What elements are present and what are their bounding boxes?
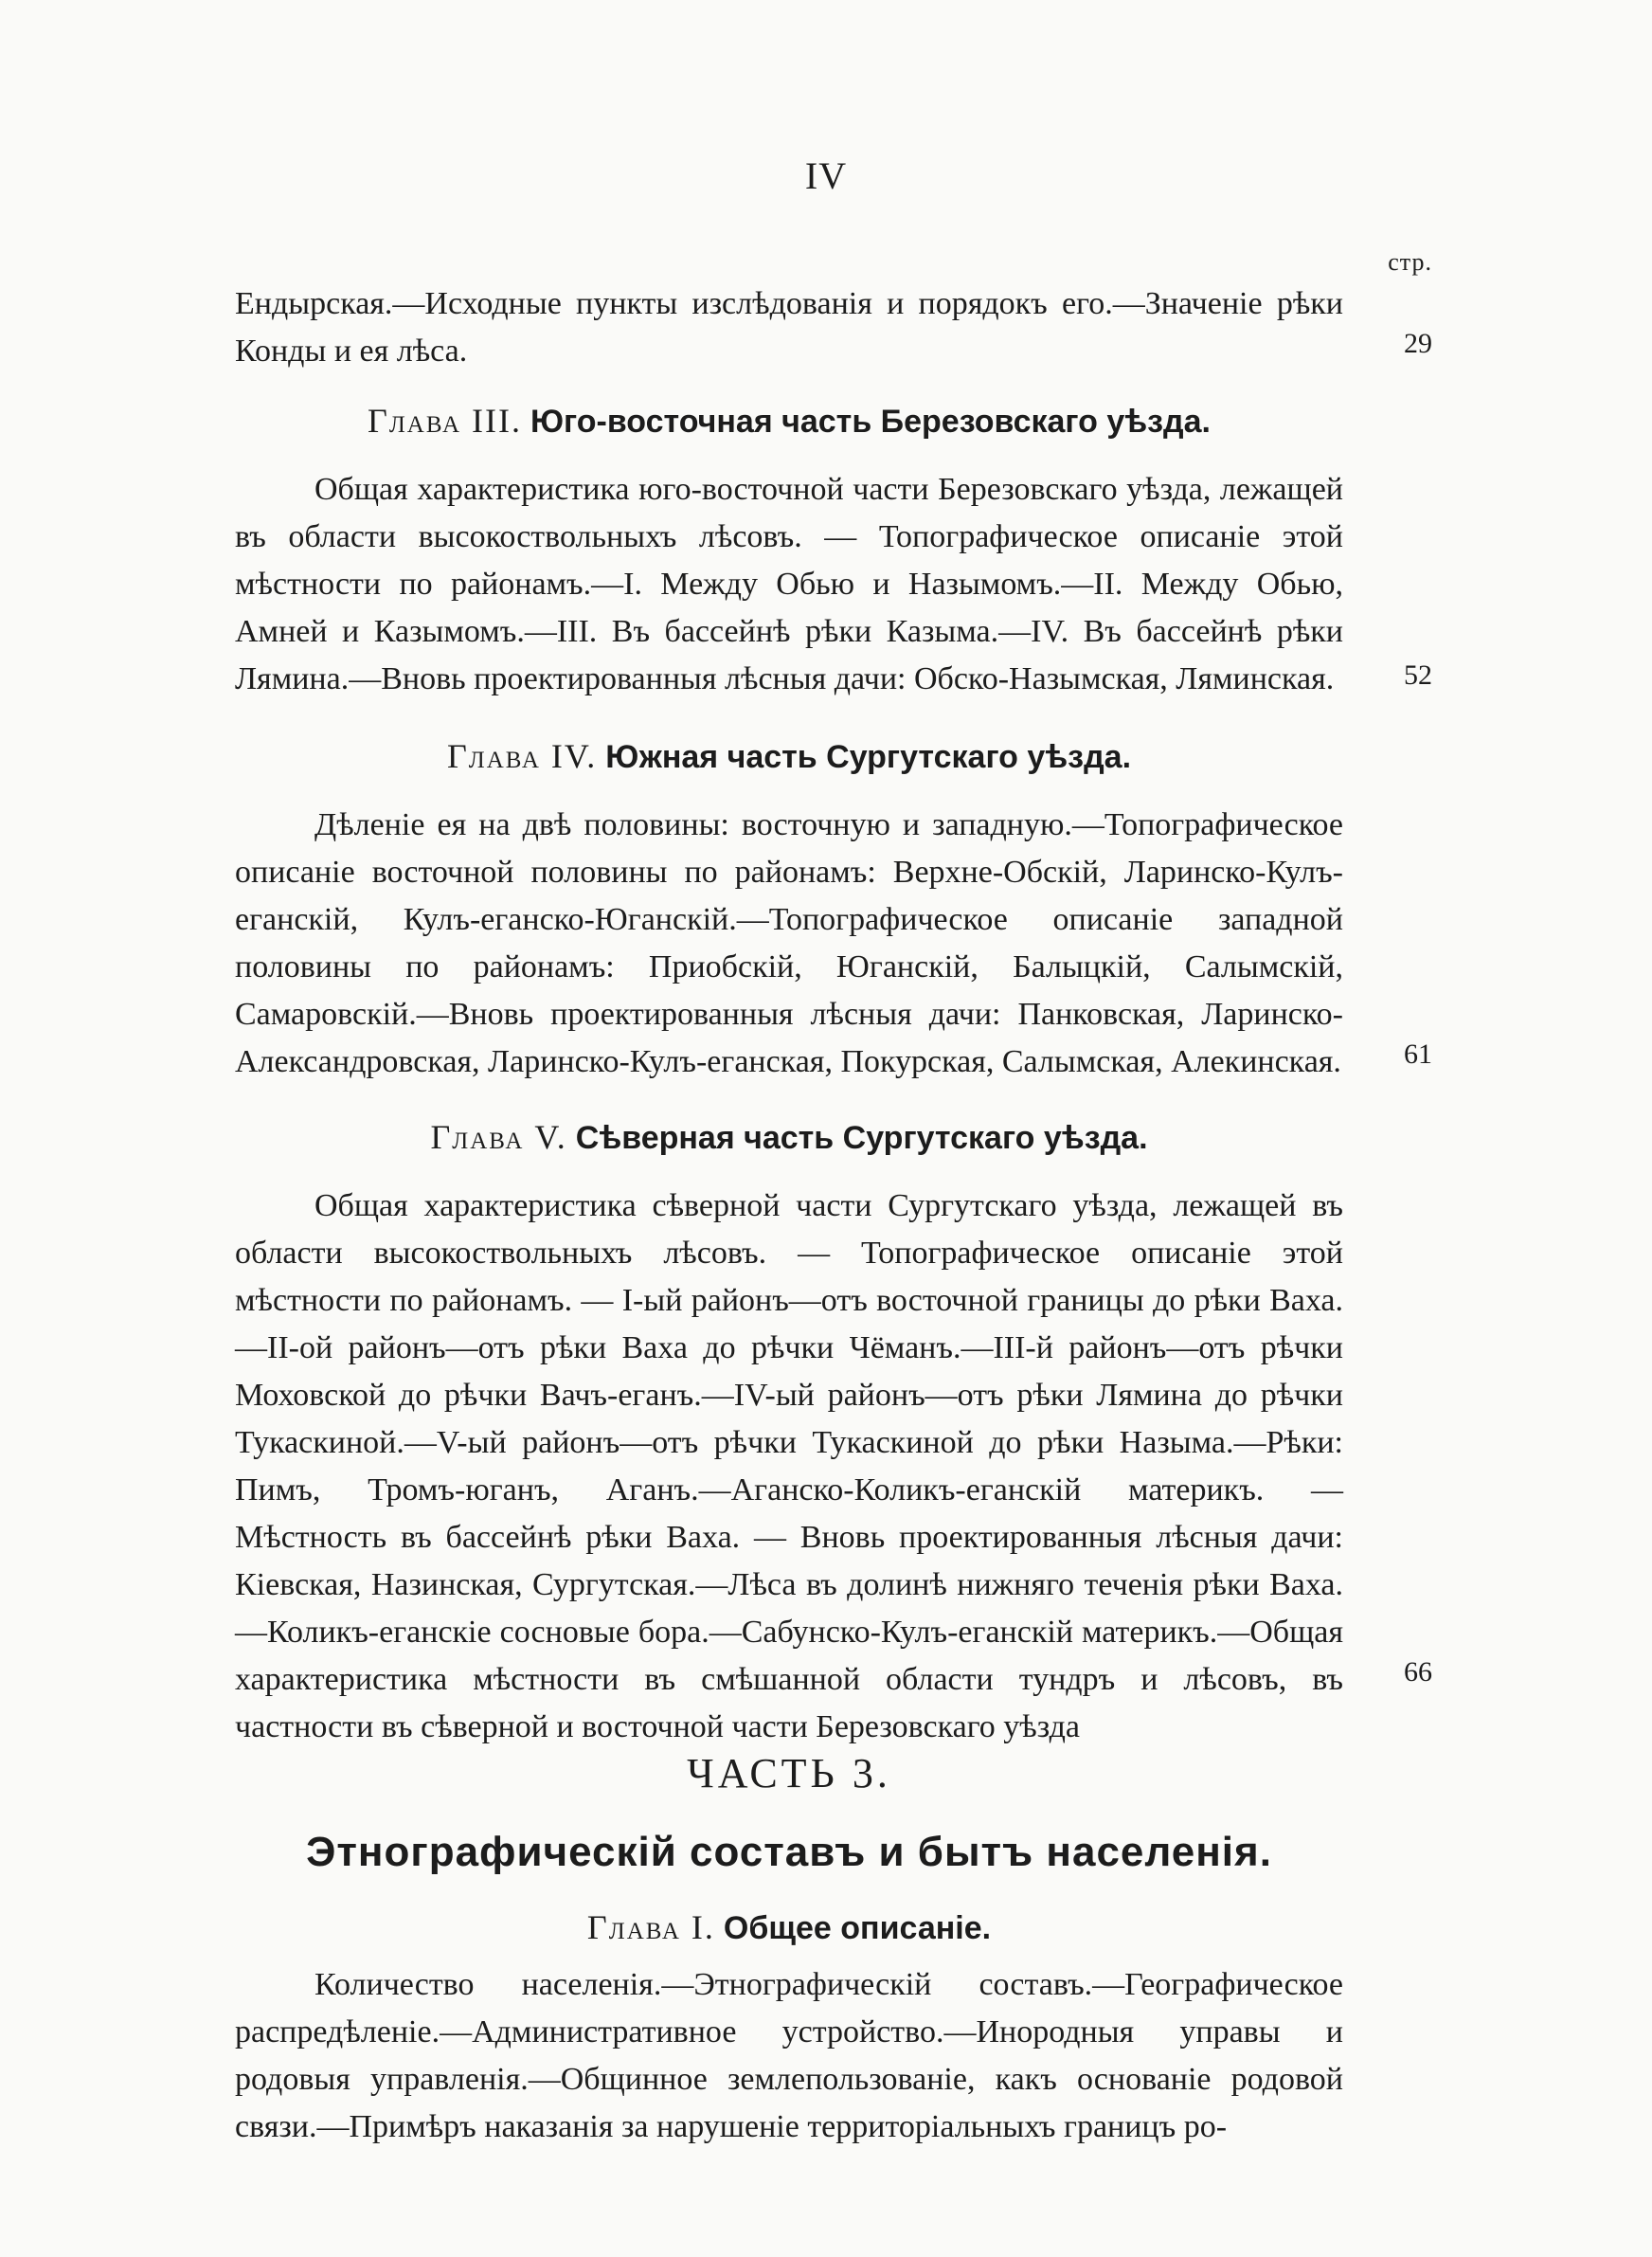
toc-entry-text: Общая характеристика юго-восточной части Березовскаго уѣзда, лежащей въ области высокоствольныхъ лѣсовъ. — Топографическое описаніе этой мѣстности по районамъ.—I. Между Обью и Назымомъ.—II. Между Обью, Амней и Казымомъ.—III. Въ бассейнѣ рѣки Казыма.—IV. Въ бассейнѣ рѣки Лямина.—Вновь проектированныя лѣсныя дачи: Обско-Назымская, Ляминская. bbox=[235, 472, 1343, 696]
chapter-label: Глава I. bbox=[586, 1908, 715, 1946]
chapter-heading bbox=[235, 1114, 1343, 1161]
page-folio: IV bbox=[804, 154, 848, 197]
chapter-title: Юго-восточная часть Березовскаго уѣзда. bbox=[530, 404, 1211, 440]
chapter-heading bbox=[235, 733, 1343, 780]
toc-page-number: 66 bbox=[1404, 1656, 1432, 1688]
chapter-title: Общее описаніе. bbox=[723, 1910, 992, 1946]
toc-entry-text: Общая характеристика сѣверной части Сургутскаго уѣзда, лежащей въ области высокоствольныхъ лѣсовъ. — Топографическое описаніе этой мѣстности по районамъ. — I-ый районъ—отъ восточной границы до рѣки Ваха.—II-ой районъ—отъ рѣки Ваха до рѣчки Чёманъ.—III-й районъ—отъ рѣчки Моховской до рѣчки Вачъ-еганъ.—IV-ый районъ—отъ рѣки Лямина до рѣчки Тукаскиной.—V-ый районъ—отъ рѣчки Тукаскиной до рѣки Назыма.—Рѣки: Пимъ, Тромъ-юганъ, Аганъ.—Аганско-Коликъ-еганскій материкъ. — Мѣстность въ бассейнѣ рѣки Ваха. — Вновь проектированныя лѣсныя дачи: Кіевская, Назинская, Сургутская.—Лѣса въ долинѣ нижняго теченія рѣки Ваха.—Коликъ-еганскіе сосновые бора.—Сабунско-Кулъ-еганскій материкъ.—Общая характеристика мѣстности въ смѣшанной области тундръ и лѣсовъ, въ частности въ сѣверной и восточной части Березовскаго уѣзда bbox=[235, 1188, 1343, 1744]
toc-page-number: 61 bbox=[1404, 1038, 1432, 1070]
part-title: Этнографическій составъ и бытъ населенія. bbox=[306, 1829, 1272, 1875]
chapter-label: Глава IV. bbox=[446, 737, 598, 775]
chapter-label: Глава III. bbox=[368, 402, 522, 440]
toc-page-number: 29 bbox=[1404, 328, 1432, 359]
toc-entry-text: Ендырская.—Исходные пункты изслѣдованія и порядокъ его.—Значеніе рѣки Конды и ея лѣса. bbox=[235, 286, 1343, 369]
page-column-label: стр. bbox=[1388, 248, 1432, 276]
chapter-heading bbox=[235, 398, 1343, 444]
toc-entry-text: Дѣленіе ея на двѣ половины: восточную и западную.—Топографическое описаніе восточной половины по районамъ: Верхне-Обскій, Ларинско-Кулъ-еганскій, Кулъ-еганско-Юганскій.—Топографическое описаніе западной половины по районамъ: Приобскій, Юганскій, Балыцкій, Салымскій, Самаровскій.—Вновь проектированныя лѣсныя дачи: Панковская, Ларинско-Александровская, Ларинско-Кулъ-еганская, Покурская, Салымская, Алекинская. bbox=[235, 807, 1343, 1079]
chapter-title: Сѣверная часть Сургутскаго уѣзда. bbox=[575, 1120, 1148, 1156]
part-label: ЧАСТЬ 3. bbox=[687, 1750, 891, 1797]
chapter-label: Глава V. bbox=[430, 1118, 567, 1156]
toc-entry-text: Количество населенія.—Этнографическій составъ.—Географическое распредѣленіе.—Административное устройство.—Инородныя управы и родовыя управленія.—Общинное землепользованіе, какъ основаніе родовой связи.—Примѣръ наказанія за нарушеніе территоріальныхъ границъ ро- bbox=[235, 1967, 1343, 2144]
chapter-title: Южная часть Сургутскаго уѣзда. bbox=[605, 739, 1132, 775]
toc-page-number: 52 bbox=[1404, 659, 1432, 691]
chapter-heading bbox=[235, 1905, 1343, 1951]
